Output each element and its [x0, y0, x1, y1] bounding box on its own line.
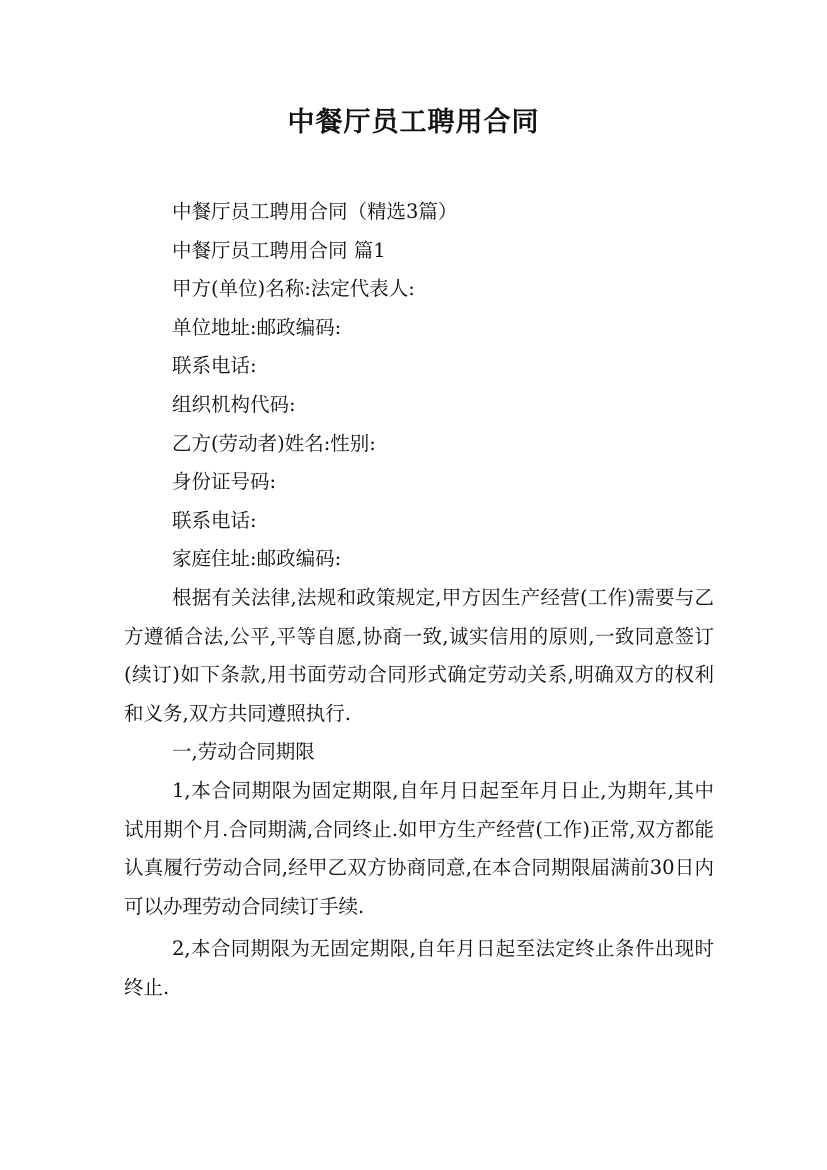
section-heading: 一,劳动合同期限 [172, 740, 315, 764]
document-title: 中餐厅员工聘用合同 [287, 107, 540, 138]
document-line: 联系电话: [172, 354, 257, 378]
document-line: 家庭住址:邮政编码: [172, 547, 342, 571]
document-line: 联系电话: [172, 508, 257, 532]
document-line: 中餐厅员工聘用合同（精选3篇） [172, 200, 458, 223]
document-body [124, 193, 714, 1007]
clause-paragraph: 1,本合同期限为固定期限,自年月日起至年月日止,为期年,其中试用期个月.合同期满,合同终止.如甲方生产经营(工作)正常,双方都能认真履行劳动合同,经甲乙双方协商同意,在本合同期限届满前30日内可以办理劳动合同续订手续. [124, 778, 714, 918]
document-line: 单位地址:邮政编码: [172, 315, 342, 339]
document-line: 组织机构代码: [172, 392, 296, 416]
document-line: 身份证号码: [172, 470, 277, 494]
document-line: 甲方(单位)名称:法定代表人: [172, 277, 415, 301]
document-line: 中餐厅员工聘用合同 篇1 [172, 238, 386, 262]
document-line: 乙方(劳动者)姓名:性别: [172, 431, 376, 455]
clause-paragraph: 2,本合同期限为无固定期限,自年月日起至法定终止条件出现时终止. [124, 937, 714, 999]
preamble-paragraph: 根据有关法律,法规和政策规定,甲方因生产经营(工作)需要与乙方遵循合法,公平,平等自愿,协商一致,诚实信用的原则,一致同意签订(续订)如下条款,用书面劳动合同形式确定劳动关系,明确双方的权利和义务,双方共同遵照执行. [124, 585, 714, 725]
